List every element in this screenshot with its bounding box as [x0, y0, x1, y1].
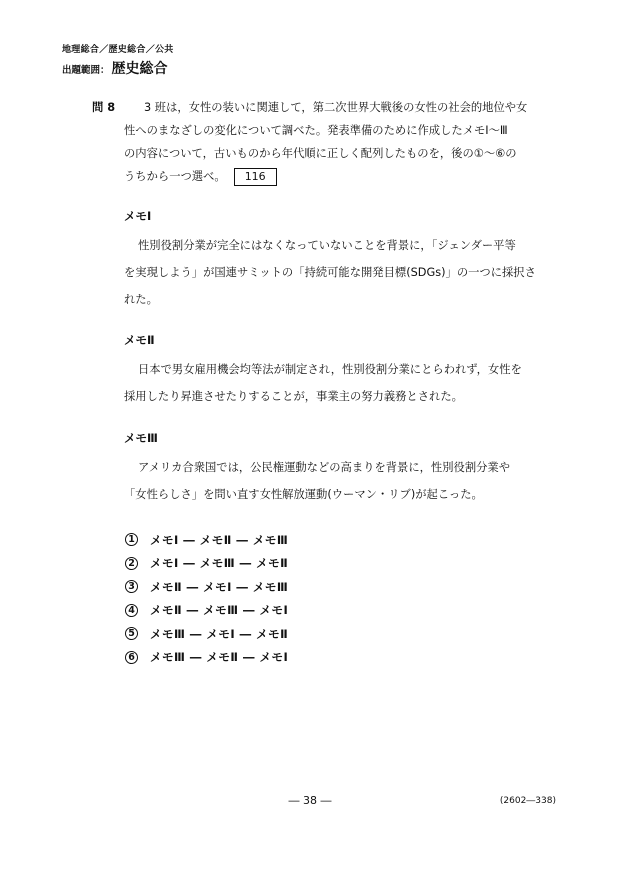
answer-options: [125, 528, 288, 669]
option-text: メモⅡ ― メモⅠ ― メモⅢ: [150, 579, 289, 594]
question-line-text: うちから一つ選べ。: [124, 170, 226, 183]
option-number-circle: 6: [125, 651, 138, 664]
option-number-circle: 4: [125, 604, 138, 617]
answer-number-box: 116: [234, 168, 277, 186]
scope-label: 出題範囲：: [62, 65, 110, 76]
memo-line: アメリカ合衆国では，公民権運動などの高まりを背景に，性別役割分業や: [138, 461, 511, 474]
exam-subjects-header: 地理総合／歴史総合／公共: [62, 45, 174, 55]
option-number-circle: 1: [125, 533, 138, 546]
option-5[interactable]: [125, 622, 288, 646]
memo-line: 採用したり昇進させたりすることが，事業主の努力義務とされた。: [124, 390, 463, 403]
memo-line: を実現しよう」が国連サミットの「持続可能な開発目標(SDGs)」の一つに採択さ: [124, 266, 536, 279]
question-number: 問 8: [92, 101, 116, 114]
option-number-circle: 2: [125, 557, 138, 570]
memo-3: [124, 430, 564, 508]
form-code: (2602―338): [499, 796, 556, 806]
option-1[interactable]: [125, 528, 288, 552]
option-number-circle: 3: [125, 580, 138, 593]
question-block: [92, 96, 562, 188]
page-number: ― 38 ―: [288, 794, 332, 807]
question-stem: [124, 96, 562, 188]
option-4[interactable]: [125, 599, 288, 623]
option-text: メモⅢ ― メモⅡ ― メモⅠ: [150, 650, 289, 665]
scope-value: 歴史総合: [111, 61, 168, 77]
memo-2: [124, 332, 564, 410]
option-text: メモⅠ ― メモⅢ ― メモⅡ: [150, 556, 289, 571]
memo-title: メモⅠ: [124, 209, 152, 223]
memo-line: 「女性らしさ」を問い直す女性解放運動(ウーマン・リブ)が起こった。: [124, 488, 483, 501]
option-text: メモⅢ ― メモⅠ ― メモⅡ: [150, 626, 289, 641]
memo-line: れた。: [124, 293, 158, 306]
option-3[interactable]: [125, 575, 288, 599]
exam-scope: [62, 58, 168, 78]
memo-title: メモⅡ: [124, 333, 155, 347]
question-line: 性へのまなざしの変化について調べた。発表準備のために作成したメモⅠ～Ⅲ: [124, 124, 508, 137]
question-line: 3 班は，女性の装いに関連して，第二次世界大戦後の女性の社会的地位や女: [144, 101, 528, 114]
memo-1: [124, 208, 564, 313]
option-text: メモⅠ ― メモⅡ ― メモⅢ: [150, 532, 289, 547]
memo-title: メモⅢ: [124, 431, 158, 445]
option-text: メモⅡ ― メモⅢ ― メモⅠ: [150, 603, 289, 618]
question-line: の内容について，古いものから年代順に正しく配列したものを，後の①～⑥の: [124, 147, 517, 160]
option-6[interactable]: [125, 646, 288, 670]
memo-line: 性別役割分業が完全にはなくなっていないことを背景に，「ジェンダー平等: [138, 239, 516, 252]
option-number-circle: 5: [125, 627, 138, 640]
question-line-last: [124, 165, 562, 188]
option-2[interactable]: [125, 552, 288, 576]
memo-line: 日本で男女雇用機会均等法が制定され，性別役割分業にとらわれず，女性を: [138, 363, 522, 376]
